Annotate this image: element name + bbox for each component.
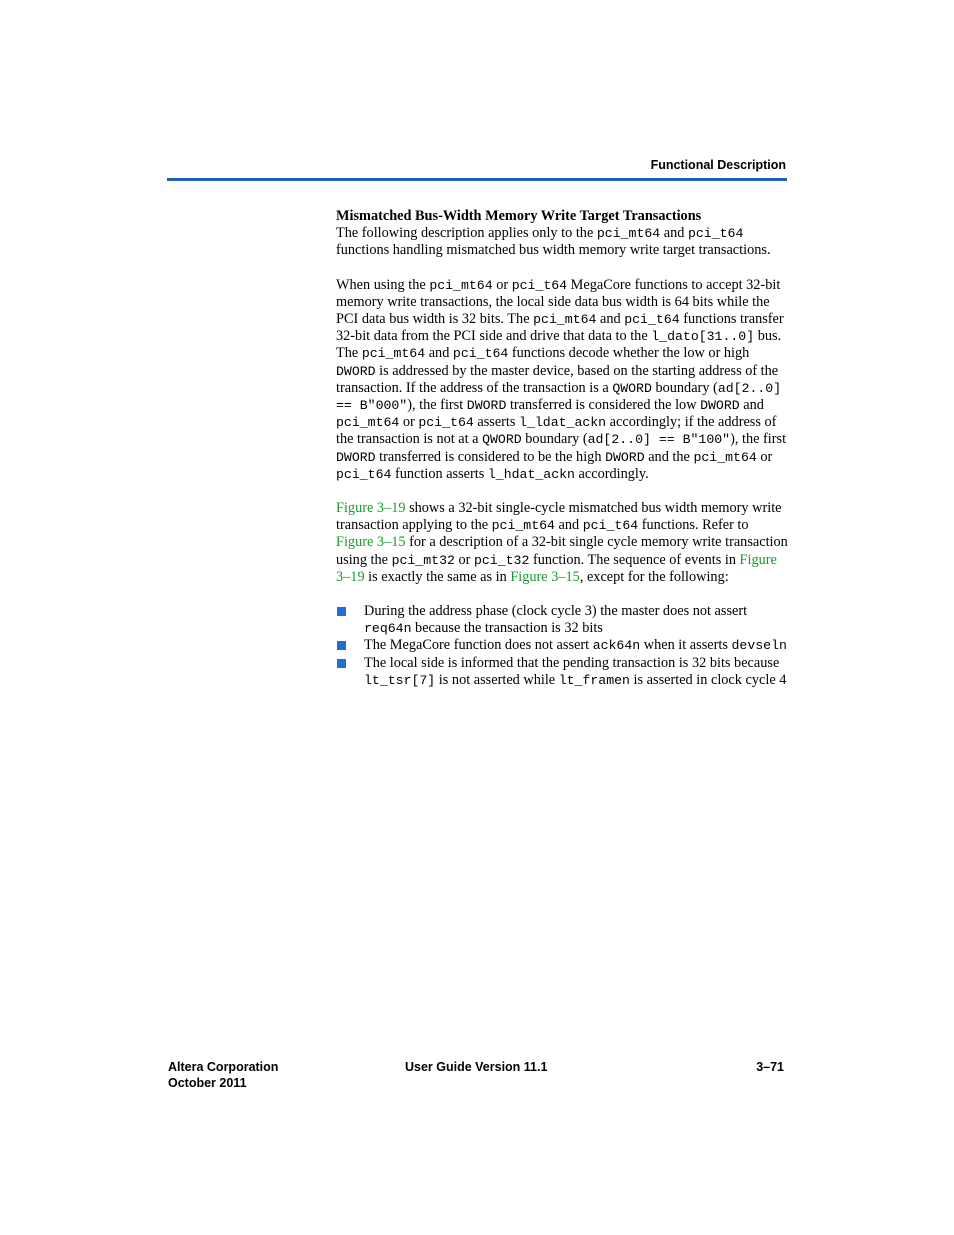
- code-term: lt_tsr[7]: [364, 672, 436, 688]
- code-term: QWORD: [482, 432, 522, 448]
- code-term: ad[2..0] == B"000": [336, 380, 782, 414]
- code-term: pci_mt64: [533, 312, 597, 328]
- paragraph-figure-reference: Figure 3–19 shows a 32-bit single-cycle mismatched bus width memory write transaction applying to the pci_mt64 and pci_t64 functions. Refer to Figure 3–15 for a description of a 32-bit single cycle memory write transaction using the pci_mt32 or pci_t32 function. The sequence of events in Figure 3–19 is exactly the same as in Figure 3–15, except for the following:: [336, 500, 788, 585]
- code-term: pci_mt64: [336, 415, 400, 431]
- blue-square-icon: [337, 607, 346, 616]
- code-term: DWORD: [336, 449, 376, 465]
- code-term: pci_t64: [336, 466, 392, 482]
- list-item-text: During the address phase (clock cycle 3) the master does not assert req64n because the transaction is 32 bits: [364, 603, 748, 637]
- code-term: DWORD: [700, 398, 740, 414]
- code-term: pci_t64: [582, 518, 639, 534]
- code-term: pci_mt64: [361, 346, 426, 362]
- figure-link[interactable]: Figure 3–15: [336, 534, 406, 551]
- figure-link[interactable]: Figure 3–19: [336, 551, 777, 585]
- code-term: pci_mt64: [596, 226, 661, 242]
- code-term: lt_framen: [558, 672, 630, 688]
- code-term: QWORD: [612, 380, 652, 396]
- header-rule: [167, 178, 787, 181]
- main-content: [336, 208, 788, 689]
- code-term: pci_mt64: [429, 277, 493, 293]
- paragraph-intro: The following description applies only to the pci_mt64 and pci_t64 functions handling mismatched bus width memory write target transactions.: [336, 225, 771, 259]
- list-item-text: The local side is informed that the pending transaction is 32 bits because lt_tsr[7] is not asserted while lt_framen is asserted in clock cycle 4: [364, 654, 787, 688]
- section-heading: Mismatched Bus-Width Memory Write Target Transactions: [336, 208, 702, 224]
- blue-square-icon: [337, 641, 346, 650]
- code-term: devseln: [731, 638, 787, 654]
- list-item: [336, 655, 788, 689]
- footer-page-number: 3–71: [756, 1060, 784, 1074]
- code-term: l_ldat_ackn: [519, 415, 607, 431]
- code-term: DWORD: [336, 363, 376, 379]
- footer-company: Altera Corporation: [168, 1060, 279, 1074]
- code-term: pci_t64: [511, 277, 568, 293]
- paragraph-mt64-description: When using the pci_mt64 or pci_t64 MegaCore functions to accept 32-bit memory write transactions, the local side data bus width is 64 bits while the PCI data bus width is 32 bits. The pci_mt64 and pci_t64 functions transfer 32-bit data from the PCI side and drive that data to the l_dato[31..0] bus. The pci_mt64 and pci_t64 functions decode whether the low or high DWORD is addressed by the master device, based on the starting address of the transaction. If the address of the transaction is a QWORD boundary (ad[2..0] == B"000"), the first DWORD transferred is considered the low DWORD and pci_mt64 or pci_t64 asserts l_ldat_ackn accordingly; if the address of the transaction is not at a QWORD boundary (ad[2..0] == B"100"), the first DWORD transferred is considered to be the high DWORD and the pci_mt64 or pci_t64 function asserts l_hdat_ackn accordingly.: [336, 276, 787, 482]
- code-term: DWORD: [605, 449, 645, 465]
- code-term: DWORD: [466, 398, 507, 414]
- list-item: [336, 603, 788, 637]
- bullet-list: [336, 603, 788, 689]
- list-item-text: The MegaCore function does not assert ack64n when it asserts devseln: [364, 637, 787, 654]
- code-term: pci_t64: [687, 226, 744, 242]
- figure-link[interactable]: Figure 3–15: [510, 568, 580, 585]
- running-header: Functional Description: [650, 158, 786, 172]
- code-term: pci_t64: [418, 415, 474, 431]
- code-term: pci_t64: [624, 312, 680, 328]
- code-term: ack64n: [592, 638, 641, 654]
- code-term: ad[2..0] == B"100": [587, 432, 731, 448]
- list-item: [336, 637, 788, 654]
- code-term: req64n: [364, 621, 412, 637]
- blue-square-icon: [337, 659, 346, 668]
- code-term: l_hdat_ackn: [487, 466, 575, 482]
- code-term: pci_mt64: [693, 449, 757, 465]
- footer-date: October 2011: [168, 1076, 247, 1090]
- figure-link[interactable]: Figure 3–19: [336, 500, 406, 517]
- footer-left: [168, 1059, 278, 1091]
- code-term: pci_t32: [473, 552, 530, 568]
- code-term: pci_t64: [452, 346, 509, 362]
- code-term: pci_mt64: [491, 518, 555, 534]
- footer-guide-version: User Guide Version 11.1: [405, 1060, 548, 1074]
- code-term: pci_mt32: [391, 552, 455, 568]
- code-term: l_dato[31..0]: [651, 329, 755, 345]
